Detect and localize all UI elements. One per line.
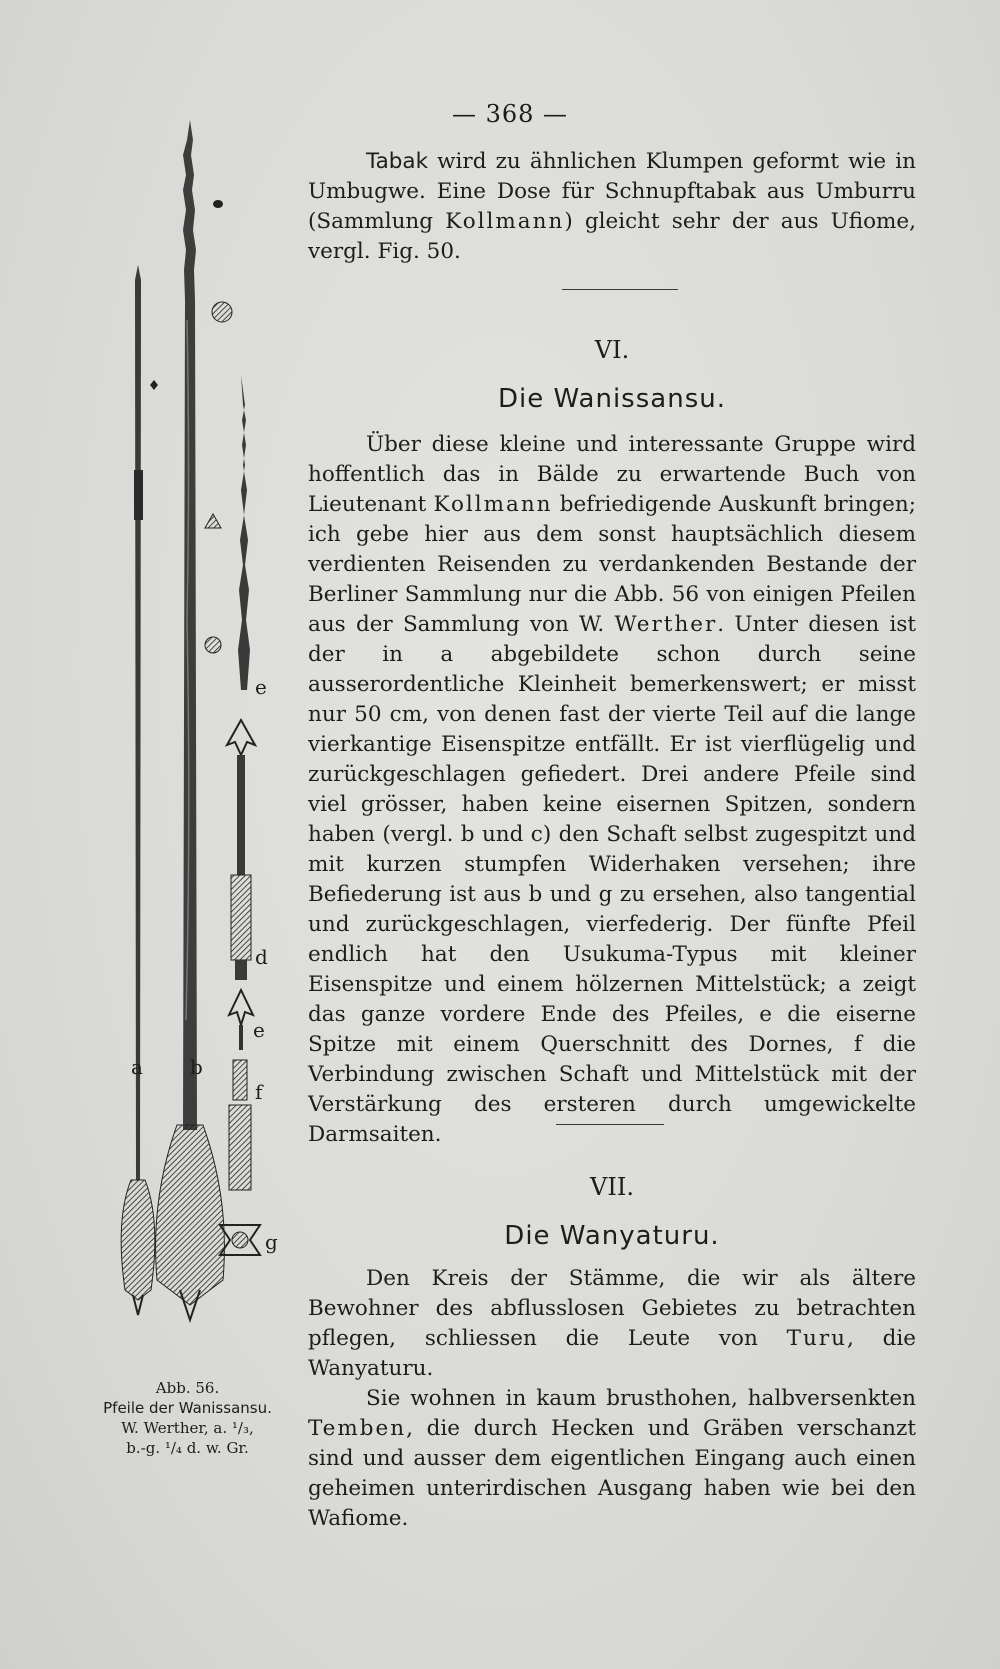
spaced-name: Kollmann <box>433 492 553 517</box>
figure-caption <box>80 1378 295 1458</box>
caption-number: Abb. 56. <box>155 1379 220 1397</box>
caption-title: Pfeile der Wanissansu. <box>103 1399 272 1417</box>
spaced-name: Werther <box>614 612 718 637</box>
arrow-detail-e-small <box>229 990 253 1050</box>
paragraph-tabak: Tabak wird zu ähnlichen Klumpen geformt wie in Umbugwe. Eine Dose für Schnupftabak aus Umburru (Sammlung Kollmann) gleicht sehr der aus Ufiome, vergl. Fig. 50. <box>308 149 916 264</box>
section-number: VII. <box>590 1173 634 1201</box>
caption-line: W. Werther, a. ¹/₃, <box>121 1419 254 1437</box>
label-g: g <box>265 1230 278 1254</box>
arrow-a <box>121 265 158 1315</box>
caption-line: b.-g. ¹/₄ d. w. Gr. <box>126 1439 249 1457</box>
spaced-name: Temben <box>308 1416 407 1441</box>
lead-word: Tabak <box>366 149 429 174</box>
label-d: d <box>255 945 268 969</box>
arrows-illustration <box>95 120 295 1360</box>
arrow-b <box>156 120 232 1320</box>
paragraph-wanyaturu: Den Kreis der Stämme, die wir als ältere Bewohner des abflusslosen Gebietes zu betrachten pflegen, schliessen die Leute von Turu, die Wanyaturu. Sie wohnen in kaum brusthohen, halbversenkten Temben, die durch Hecken und Gräben verschanzt sind und ausser dem eigentlichen Eingang auch einen geheimen unterirdischen Ausgang haben wie bei den Wafiome. <box>308 1266 917 1531</box>
section-title: Die Wanissansu. <box>498 384 726 414</box>
section-title: Die Wanyaturu. <box>504 1221 720 1251</box>
spaced-name: Kollmann <box>445 209 565 234</box>
arrow-detail-f <box>229 1060 251 1190</box>
arrow-detail-g <box>220 1225 260 1255</box>
label-b: b <box>190 1055 203 1079</box>
spaced-name: Turu <box>786 1326 847 1351</box>
arrow-detail-e <box>238 375 250 690</box>
label-a: a <box>131 1055 143 1079</box>
arrow-detail-d <box>227 720 255 980</box>
figure-arrows <box>95 120 295 1360</box>
section-divider <box>556 1124 664 1125</box>
page-number: — 368 — <box>451 100 569 128</box>
paragraph-wanissansu: Über diese kleine und interessante Gruppe wird hoffentlich das in Bälde zu erwartende Buch von Lieutenant Kollmann befriedigende Auskunft bringen; ich gebe hier aus dem sonst hauptsächlich diesem verdienten Reisenden zu verdankenden Bestande der Berliner Sammlung nur die Abb. 56 von einigen Pfeilen aus der Sammlung von W. Werther. Unter diesen ist der in a abgebildete schon durch seine ausserordentliche Kleinheit bemerkenswert; er misst nur 50 cm, von denen fast der vierte Teil auf die lange vierkantige Eisenspitze entfällt. Er ist vierflügelig und zurückgeschlagen gefiedert. Drei andere Pfeile sind viel grösser, haben keine eisernen Spitzen, sondern haben (vergl. b und c) den Schaft selbst zugespitzt und mit kurzen stumpfen Widerhaken versehen; ihre Befiederung ist aus b und g zu ersehen, also tangential und zurückgeschlagen, vierfederig. Der fünfte Pfeil endlich hat den Usukuma-Typus mit kleiner Eisenspitze und einem hölzernen Mittelstück; a zeigt das ganze vordere Ende des Pfeiles, e die eiserne Spitze mit einem Querschnitt des Dornes, f die Verbindung zwischen Schaft und Mittelstück mit der Verstärkung des ersteren durch umgewickelte Darmsaiten. <box>308 432 916 1147</box>
section-divider <box>562 289 678 290</box>
label-e: e <box>253 1018 265 1042</box>
label-f: f <box>255 1080 263 1104</box>
section-number: VI. <box>594 336 630 364</box>
label-e: e <box>255 675 267 699</box>
